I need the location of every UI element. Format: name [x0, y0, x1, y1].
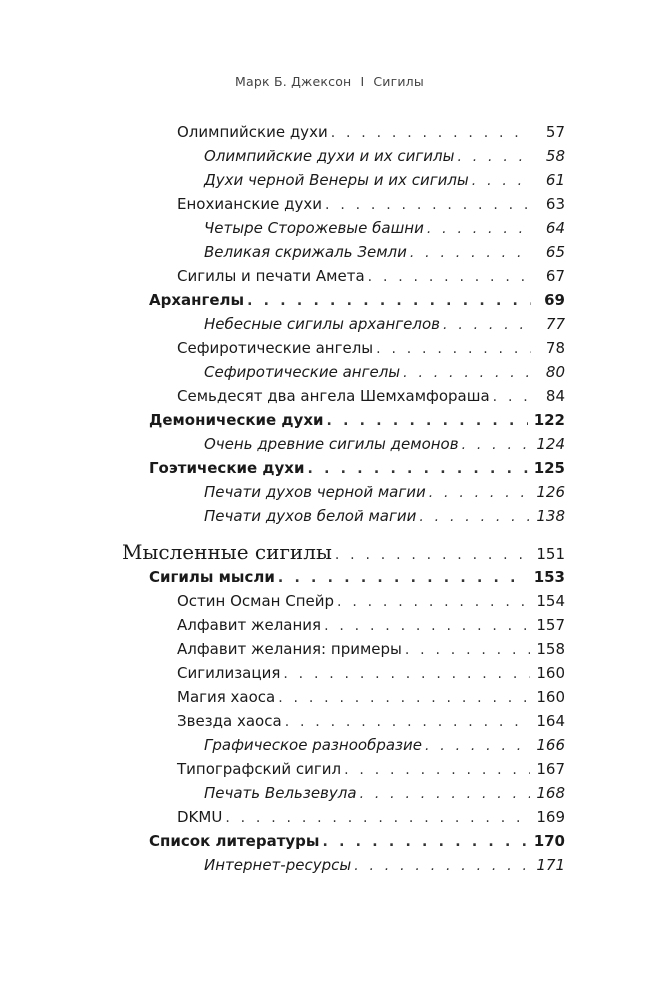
toc-page-number: 157	[536, 616, 565, 634]
toc-entry-title: Печать Вельзевула	[204, 784, 357, 802]
toc-page-number: 138	[536, 507, 565, 525]
toc-entry-title: Демонические духи	[149, 411, 324, 429]
toc-dot-leader	[493, 386, 531, 408]
toc-page-number: 126	[536, 483, 565, 501]
toc-dot-leader	[331, 122, 531, 144]
toc-entry-title: Печати духов черной магии	[204, 483, 426, 501]
toc-page-number: 80	[545, 363, 565, 381]
toc-entry	[177, 614, 565, 636]
toc-dot-leader	[354, 855, 530, 877]
toc-page-number: 160	[536, 664, 565, 682]
toc-entry-title: DKMU	[177, 808, 223, 826]
toc-dot-leader	[360, 783, 531, 805]
toc-dot-leader	[376, 338, 531, 360]
toc-entry-title: Олимпийские духи	[177, 123, 328, 141]
toc-dot-leader	[443, 314, 531, 336]
toc-entry-title: Графическое разнообразие	[204, 736, 422, 754]
toc-entry	[177, 662, 565, 684]
toc-part-entry	[122, 537, 565, 567]
toc-dot-leader	[278, 687, 530, 709]
toc-entry-title: Алфавит желания: примеры	[177, 640, 402, 658]
toc-page-number: 69	[544, 291, 565, 309]
toc-entry-title: Духи черной Венеры и их сигилы	[204, 171, 469, 189]
toc-dot-leader	[410, 242, 531, 264]
toc-entry-title: Семьдесят два ангела Шемхамфораша	[177, 387, 490, 405]
toc-entry	[177, 590, 565, 612]
toc-dot-leader	[327, 410, 528, 432]
toc-page-number: 67	[545, 267, 565, 285]
toc-dot-leader	[344, 759, 530, 781]
toc-entry-title: Сефиротические ангелы	[204, 363, 401, 381]
header-separator: I	[360, 74, 365, 89]
toc-entry-title: Олимпийские духи и их сигилы	[204, 147, 455, 165]
toc-page-number: 164	[536, 712, 565, 730]
toc-entry	[177, 337, 565, 359]
toc-dot-leader	[278, 567, 528, 589]
toc-entry	[204, 734, 565, 756]
toc-page-number: 154	[536, 592, 565, 610]
toc-entry-title: Сефиротические ангелы	[177, 339, 374, 357]
toc-page-number: 125	[533, 459, 565, 477]
toc-entry	[204, 145, 565, 167]
header-book-title: Сигилы	[373, 74, 424, 89]
toc-entry-title: Архангелы	[149, 291, 245, 309]
toc-entry-title: Очень древние сигилы демонов	[204, 435, 459, 453]
toc-dot-leader	[322, 831, 527, 853]
toc-entry-title: Сигилизация	[177, 664, 281, 682]
toc-page-number: 151	[536, 545, 565, 563]
toc-entry	[204, 241, 565, 263]
toc-dot-leader	[285, 711, 531, 733]
toc-page-number: 167	[536, 760, 565, 778]
toc-entry-title: Небесные сигилы архангелов	[204, 315, 441, 333]
toc-page-number: 84	[545, 387, 565, 405]
toc-entry-title: Четыре Сторожевые башни	[204, 219, 424, 237]
toc-entry-title: Звезда хаоса	[177, 712, 282, 730]
toc-entry	[204, 169, 565, 191]
toc-entry	[204, 854, 565, 876]
toc-page-number: 57	[545, 123, 565, 141]
toc-entry	[204, 361, 565, 383]
toc-entry-title: Интернет-ресурсы	[204, 856, 352, 874]
toc-entry-title: Сигилы и печати Амета	[177, 267, 365, 285]
toc-dot-leader	[429, 482, 531, 504]
toc-page-number: 65	[545, 243, 565, 261]
toc-entry-title: Остин Осман Спейр	[177, 592, 335, 610]
toc-entry	[149, 830, 565, 852]
toc-entry	[177, 385, 565, 407]
toc-entry-title: Печати духов белой магии	[204, 507, 417, 525]
toc-entry	[177, 806, 565, 828]
toc-entry-title: Список литературы	[149, 832, 320, 850]
toc-entry	[204, 433, 565, 455]
toc-entry-title: Алфавит желания	[177, 616, 322, 634]
toc-page-number: 160	[536, 688, 565, 706]
toc-dot-leader	[403, 362, 531, 384]
toc-entry	[204, 782, 565, 804]
toc-dot-leader	[425, 735, 530, 757]
toc-entry	[204, 313, 565, 335]
toc-entry-title: Великая скрижаль Земли	[204, 243, 407, 261]
toc-dot-leader	[337, 591, 530, 613]
toc-entry	[204, 217, 565, 239]
toc-dot-leader	[419, 506, 530, 528]
toc-dot-leader	[427, 218, 531, 240]
toc-page-number: 166	[536, 736, 565, 754]
toc-entry	[177, 686, 565, 708]
toc-entry-title: Енохианские духи	[177, 195, 323, 213]
toc-dot-leader	[247, 290, 531, 312]
toc-page-number: 153	[533, 568, 565, 586]
toc-entry	[149, 289, 565, 311]
toc-dot-leader	[325, 194, 531, 216]
toc-page-number: 168	[536, 784, 565, 802]
toc-dot-leader	[308, 458, 528, 480]
toc-entry	[149, 409, 565, 431]
toc-entry	[149, 566, 565, 588]
toc-dot-leader	[324, 615, 530, 637]
toc-entry	[177, 758, 565, 780]
toc-entry	[177, 121, 565, 143]
toc-dot-leader	[283, 663, 530, 685]
toc-entry	[149, 457, 565, 479]
header-author: Марк Б. Джексон	[235, 74, 352, 89]
toc-page-number: 77	[545, 315, 565, 333]
toc-entry-title: Типографский сигил	[177, 760, 342, 778]
toc-entry-title: Гоэтические духи	[149, 459, 305, 477]
toc-page-number: 58	[545, 147, 565, 165]
toc-page-number: 64	[545, 219, 565, 237]
toc-page-number: 61	[545, 171, 565, 189]
toc-dot-leader	[462, 434, 531, 456]
toc-entry	[177, 193, 565, 215]
toc-entry	[177, 265, 565, 287]
toc-page-number: 63	[545, 195, 565, 213]
toc-page-number: 124	[536, 435, 565, 453]
toc-page-number: 78	[545, 339, 565, 357]
toc-entry-title: Магия хаоса	[177, 688, 276, 706]
toc-page-number: 158	[536, 640, 565, 658]
toc-entry	[177, 638, 565, 660]
toc-entry-title: Мысленные сигилы	[122, 540, 332, 564]
toc-page-number: 171	[536, 856, 565, 874]
toc-page-number: 122	[533, 411, 565, 429]
toc-dot-leader	[457, 146, 531, 168]
toc-entry	[177, 710, 565, 732]
toc-page-number: 169	[536, 808, 565, 826]
toc-dot-leader	[405, 639, 530, 661]
toc-entry	[204, 481, 565, 503]
toc-dot-leader	[472, 170, 531, 192]
toc-page-number: 170	[533, 832, 565, 850]
toc-entry-title: Сигилы мысли	[149, 568, 275, 586]
toc-entry	[204, 505, 565, 527]
toc-dot-leader	[225, 807, 530, 829]
toc-dot-leader	[368, 266, 531, 288]
